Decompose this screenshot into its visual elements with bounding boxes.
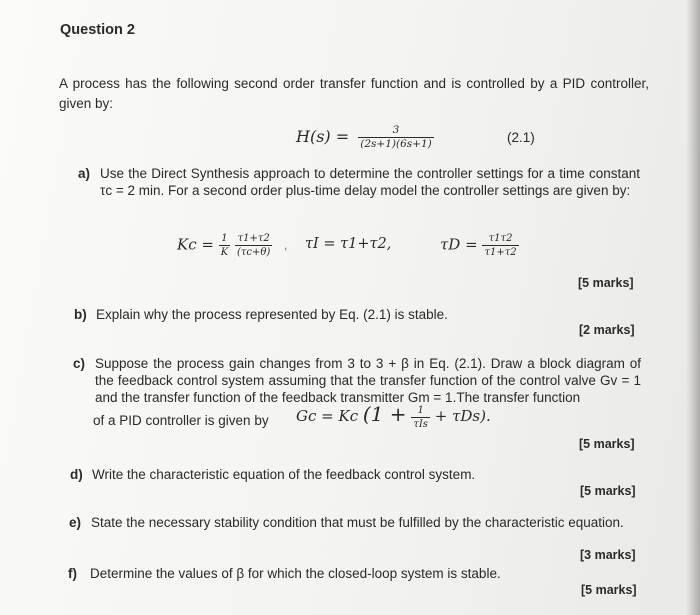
part-e-text: State the necessary stability condition that must be fulfilled by the characteristic equation. — [91, 515, 624, 530]
gc-close: + τDs). — [434, 407, 491, 425]
part-d-text: Write the characteristic equation of the feedback control system. — [92, 467, 476, 482]
kc-coef-num: 1 — [219, 232, 230, 246]
part-b-label: b) — [74, 307, 87, 322]
gc-frac-num: 1 — [411, 404, 430, 418]
question-intro: A process has the following second order transfer function and is controlled by a PID controller, given by: — [59, 76, 649, 111]
kc-coef-fraction — [219, 232, 230, 259]
taud-num: τ1τ2 — [482, 232, 518, 246]
question-title: Question 2 — [60, 22, 135, 38]
gc-fraction — [411, 404, 430, 431]
tf-numerator: 3 — [358, 124, 433, 138]
formula-separator: , — [284, 238, 288, 252]
part-c-marks: [5 marks] — [579, 437, 635, 451]
gc-frac-den: τIs — [413, 418, 428, 430]
kc-lhs: Kc = — [177, 235, 214, 254]
kc-formula — [177, 232, 272, 259]
part-e-label: e) — [69, 515, 82, 530]
taud-formula — [440, 232, 519, 259]
taui-formula: τI = τ1+τ2, — [305, 236, 392, 252]
part-c-text: Suppose the process gain changes from 3 to 3 + β in Eq. (2.1). Draw a block diagram of the feedback control system assuming that the transfer function of the control valve Gv = 1 and the transfer function of the feedback transmitter Gm = 1.The transfer function — [95, 356, 641, 405]
part-c-label: c) — [73, 356, 86, 371]
equation-number: (2.1) — [507, 130, 535, 145]
taud-den: τ1+τ2 — [484, 247, 517, 258]
part-a-label: a) — [78, 166, 91, 181]
transfer-function — [296, 124, 434, 151]
tf-lhs: H(s) = — [296, 127, 350, 146]
part-d-marks: [5 marks] — [580, 484, 636, 498]
part-f-text: Determine the values of β for which the closed-loop system is stable. — [90, 566, 501, 581]
kc-num: τ1+τ2 — [235, 232, 272, 246]
tf-denominator: (2s+1)(6s+1) — [360, 138, 432, 150]
part-a-marks: [5 marks] — [578, 276, 634, 290]
kc-den: (τc+θ) — [237, 247, 271, 258]
part-b-text: Explain why the process represented by Eq. (2.1) is stable. — [96, 307, 448, 322]
part-a-text: Use the Direct Synthesis approach to determine the controller settings for a time constant τc = 2 min. For a second order plus-time delay model the controller settings are given by: — [100, 166, 640, 198]
part-b-marks: [2 marks] — [579, 323, 635, 337]
part-f-label: f) — [68, 566, 77, 581]
page-edge-shadow — [686, 0, 700, 615]
taud-lhs: τD = — [440, 235, 478, 254]
part-f-marks: [5 marks] — [581, 583, 637, 597]
tf-fraction — [358, 124, 433, 151]
part-c-text-last: of a PID controller is given by — [93, 413, 269, 428]
part-e-marks: [3 marks] — [580, 548, 636, 562]
gc-lhs: Gc = Kc — [296, 407, 359, 425]
kc-coef-den: K — [220, 247, 229, 258]
gc-formula — [296, 402, 491, 431]
part-d-label: d) — [70, 467, 83, 482]
kc-fraction — [235, 232, 272, 259]
gc-open: (1 + — [362, 402, 407, 426]
taud-fraction — [482, 232, 518, 259]
